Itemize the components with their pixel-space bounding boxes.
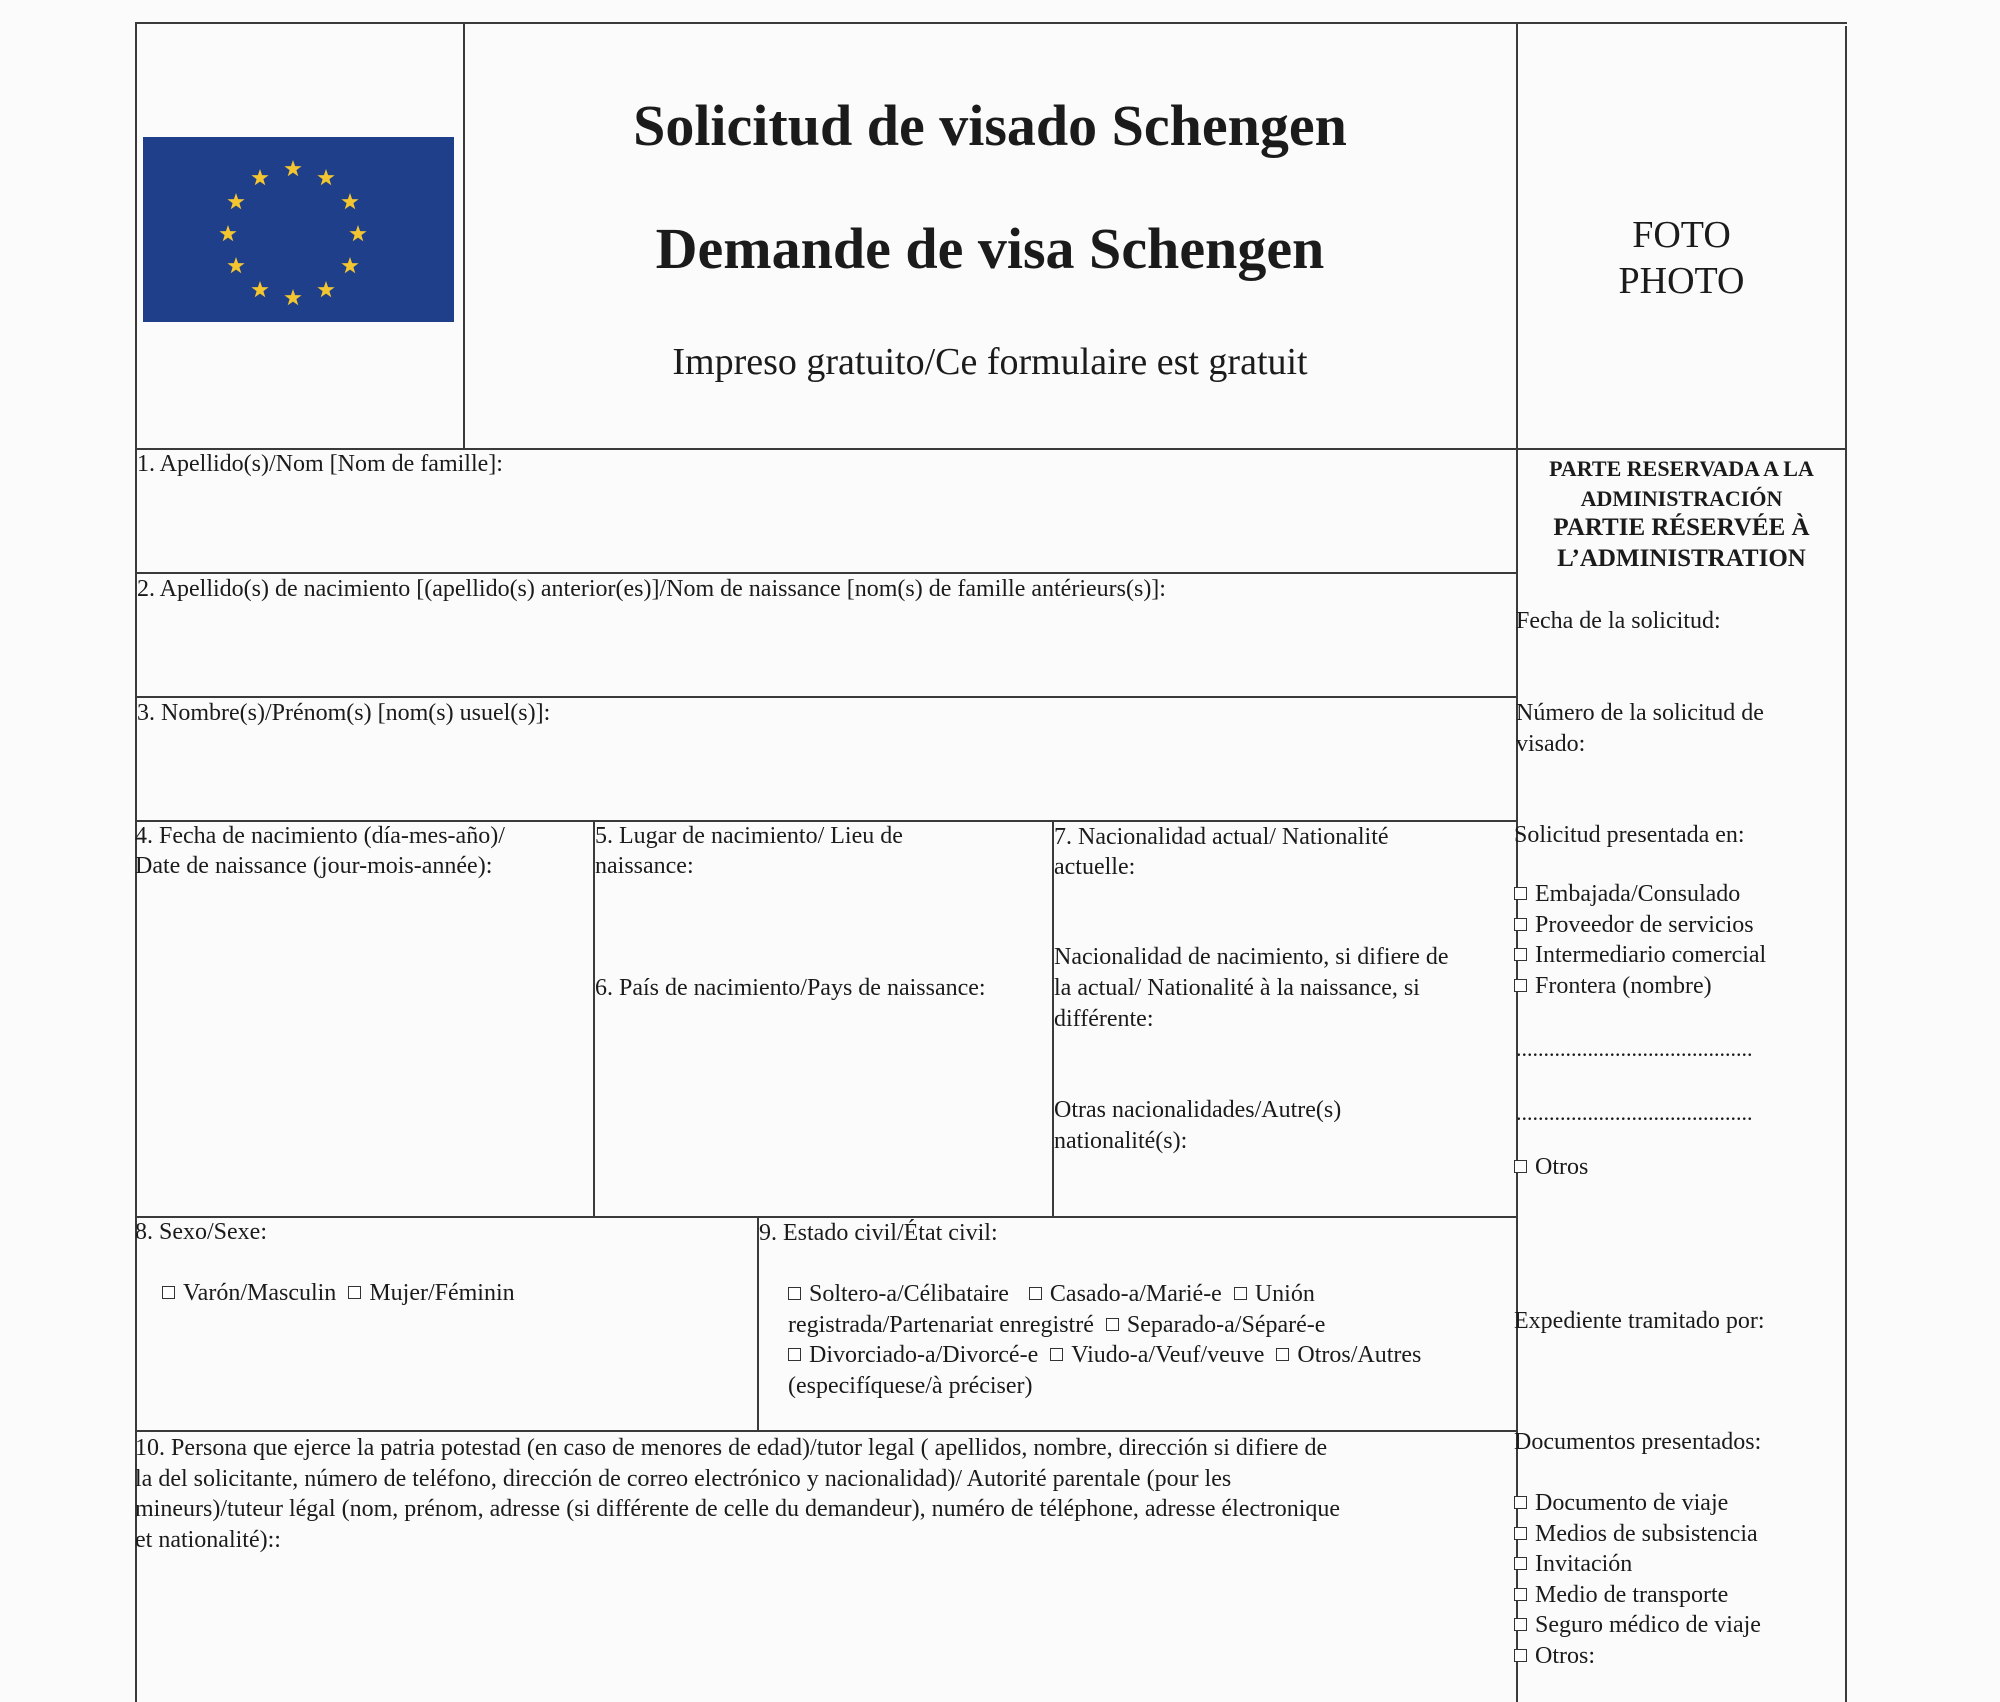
application-number-label: Número de la solicitud de — [1516, 700, 1764, 726]
field-2-birth-surname-label: 2. Apellido(s) de nacimiento [(apellido(s) anterior(es)]/Nom de naissance [nom(s) de famille antérieurs(s)]: — [137, 576, 1166, 602]
civil-status-widowed-option[interactable]: Viudo-a/Veuf/veuve — [1050, 1340, 1264, 1371]
checkbox-icon[interactable] — [1514, 1527, 1527, 1540]
submitted-embassy-option[interactable]: Embajada/Consulado — [1514, 879, 1740, 910]
submitted-border-option[interactable]: Frontera (nombre) — [1514, 971, 1712, 1002]
submitted-at-label: Solicitud presentada en: — [1514, 822, 1745, 848]
field-6-birth-country-label: 6. País de nacimiento/Pays de naissance: — [595, 975, 986, 1001]
other-nationalities-label-2: nationalité(s): — [1054, 1128, 1188, 1154]
sex-female-option[interactable]: Mujer/Féminin — [348, 1278, 514, 1309]
checkbox-icon[interactable] — [1514, 979, 1527, 992]
checkbox-icon[interactable] — [788, 1348, 801, 1361]
title-french: Demande de visa Schengen — [655, 216, 1325, 281]
border-name-dotted-line: ........................................... — [1516, 1036, 1753, 1061]
checkbox-icon[interactable] — [1050, 1348, 1063, 1361]
field-10-guardian-label-3: mineurs)/tuteur légal (nom, prénom, adresse (si différente de celle du demandeur), numéro de téléphone, adresse électronique — [135, 1496, 1341, 1522]
field-3-first-name-label: 3. Nombre(s)/Prénom(s) [nom(s) usuel(s)]: — [137, 700, 551, 726]
border-right — [1845, 26, 1847, 1702]
field-10-guardian-label: 10. Persona que ejerce la patria potestad (en caso de menores de edad)/tutor legal ( apellidos, nombre, dirección si difiere de — [135, 1435, 1328, 1461]
nationality-at-birth-label-3: différente: — [1054, 1006, 1154, 1032]
doc-travel-option[interactable]: Documento de viaje — [1514, 1488, 1728, 1519]
application-date-label: Fecha de la solicitud: — [1516, 608, 1721, 634]
field-5-birth-place-label-cont: naissance: — [595, 853, 694, 879]
checkbox-icon[interactable] — [162, 1286, 175, 1299]
border-name-dotted-line-2: ........................................... — [1516, 1100, 1753, 1125]
field-7-nationality-label-cont: actuelle: — [1054, 854, 1136, 880]
checkbox-icon[interactable] — [1106, 1318, 1119, 1331]
checkbox-icon[interactable] — [1276, 1348, 1289, 1361]
checkbox-icon[interactable] — [1514, 1618, 1527, 1631]
field-7-nationality-label: 7. Nacionalidad actual/ Nationalité — [1054, 824, 1389, 850]
checkbox-icon[interactable] — [1514, 1588, 1527, 1601]
application-number-label-2: visado: — [1516, 731, 1586, 757]
field-4-birth-date-label-fr: Date de naissance (jour-mois-année): — [135, 853, 493, 879]
checkbox-icon[interactable] — [1514, 887, 1527, 900]
checkbox-icon[interactable] — [1029, 1287, 1042, 1300]
submitted-intermediary-option[interactable]: Intermediario comercial — [1514, 940, 1766, 971]
field-10-guardian-label-4: et nationalité):: — [135, 1527, 281, 1553]
doc-others-option[interactable]: Otros: — [1514, 1641, 1595, 1672]
other-nationalities-label: Otras nacionalidades/Autre(s) — [1054, 1097, 1342, 1123]
admin-heading-es-2: ADMINISTRACIÓN — [1580, 486, 1783, 511]
submitted-provider-option[interactable]: Proveedor de servicios — [1514, 910, 1754, 941]
doc-means-option[interactable]: Medios de subsistencia — [1514, 1519, 1758, 1550]
handled-by-label: Expediente tramitado por: — [1514, 1308, 1765, 1334]
field-10-guardian-label-2: la del solicitante, número de teléfono, dirección de correo electrónico y nacionalidad)/ Autorité parentale (pour les — [135, 1466, 1232, 1492]
doc-invitation-option[interactable]: Invitación — [1514, 1549, 1632, 1580]
civil-status-specify-note: (especifíquese/à préciser) — [788, 1373, 1033, 1399]
photo-label-fr: PHOTO — [1618, 260, 1745, 302]
civil-status-row-2: registrada/Partenariat enregistré Separado-a/Séparé-e — [788, 1310, 1325, 1341]
nationality-at-birth-label: Nacionalidad de nacimiento, si difiere de — [1054, 944, 1449, 970]
eu-flag-logo — [143, 137, 454, 322]
title-spanish: Solicitud de visado Schengen — [633, 93, 1347, 158]
checkbox-icon[interactable] — [788, 1287, 801, 1300]
field-4-birth-date-label: 4. Fecha de nacimiento (día-mes-año)/ — [135, 823, 505, 849]
checkbox-icon[interactable] — [1234, 1287, 1247, 1300]
documents-submitted-label: Documentos presentados: — [1514, 1429, 1762, 1455]
checkbox-icon[interactable] — [1514, 1496, 1527, 1509]
admin-heading-es: PARTE RESERVADA A LA — [1549, 456, 1814, 481]
civil-status-row-3 — [788, 1340, 1421, 1371]
checkbox-icon[interactable] — [1514, 948, 1527, 961]
admin-heading-fr: PARTIE RÉSERVÉE À — [1553, 514, 1810, 541]
checkbox-icon[interactable] — [1514, 1557, 1527, 1570]
divider-field-9-10 — [135, 1430, 1517, 1432]
nationality-at-birth-label-2: la actual/ Nationalité à la naissance, si — [1054, 975, 1420, 1001]
submitted-others-option[interactable]: Otros — [1514, 1152, 1588, 1183]
field-1-surname-label: 1. Apellido(s)/Nom [Nom de famille]: — [137, 451, 503, 477]
photo-label-es: FOTO — [1632, 214, 1731, 256]
sex-options — [162, 1278, 515, 1309]
checkbox-icon[interactable] — [1514, 1160, 1527, 1173]
civil-status-other-option[interactable]: Otros/Autres — [1276, 1340, 1421, 1371]
field-8-sex-label: 8. Sexo/Sexe: — [135, 1219, 267, 1245]
field-5-birth-place-label: 5. Lugar de nacimiento/ Lieu de — [595, 823, 903, 849]
free-form-notice: Impreso gratuito/Ce formulaire est gratuit — [672, 341, 1308, 383]
checkbox-icon[interactable] — [1514, 918, 1527, 931]
doc-transport-option[interactable]: Medio de transporte — [1514, 1580, 1728, 1611]
civil-status-single-option[interactable]: Soltero-a/Célibataire — [788, 1279, 1009, 1310]
border-top — [135, 22, 1847, 24]
doc-insurance-option[interactable]: Seguro médico de viaje — [1514, 1610, 1761, 1641]
civil-status-union-option[interactable]: Unión — [1234, 1279, 1315, 1310]
sex-male-option[interactable]: Varón/Masculin — [162, 1278, 336, 1309]
civil-status-divorced-option[interactable]: Divorciado-a/Divorcé-e — [788, 1340, 1038, 1371]
checkbox-icon[interactable] — [1514, 1649, 1527, 1662]
civil-status-row-1 — [788, 1279, 1315, 1310]
checkbox-icon[interactable] — [348, 1286, 361, 1299]
civil-status-separated-option[interactable]: Separado-a/Séparé-e — [1106, 1310, 1326, 1341]
admin-heading-fr-2: L’ADMINISTRATION — [1557, 545, 1806, 572]
civil-status-married-option[interactable]: Casado-a/Marié-e — [1029, 1279, 1222, 1310]
field-9-civil-status-label: 9. Estado civil/État civil: — [759, 1220, 998, 1246]
